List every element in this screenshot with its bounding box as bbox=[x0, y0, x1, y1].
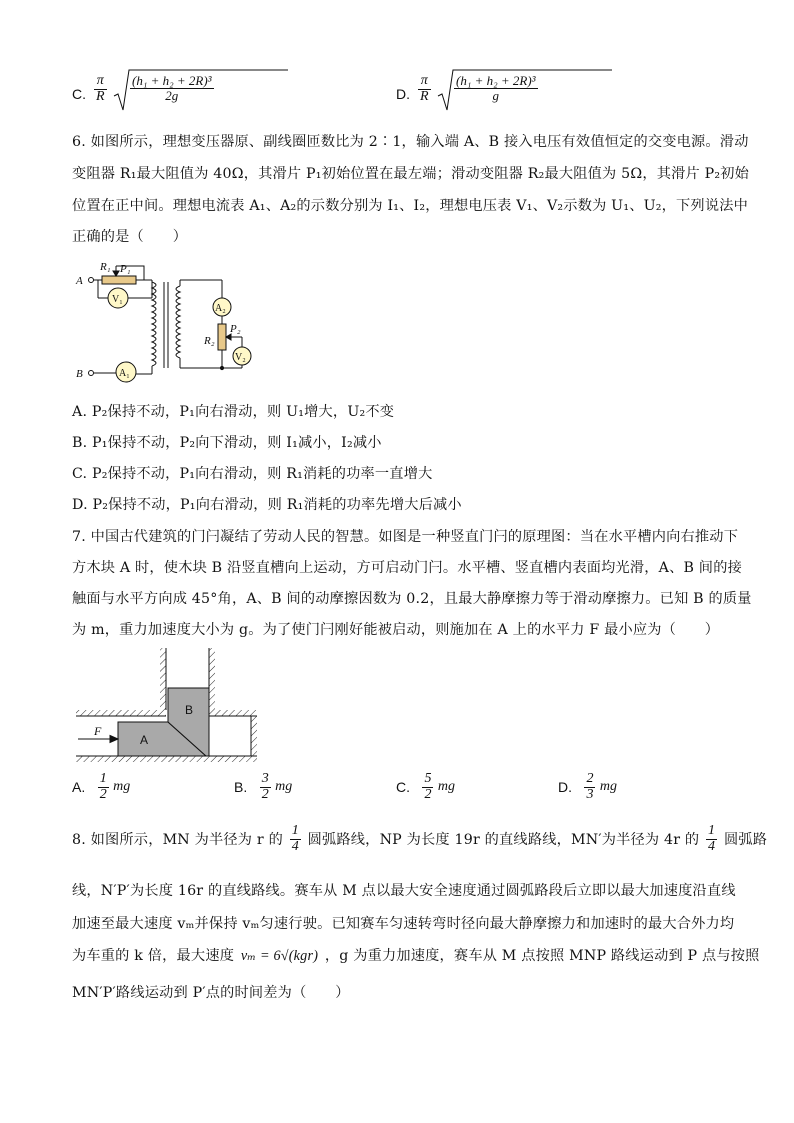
option-unit: mg bbox=[275, 779, 293, 795]
label-V1: V₁ bbox=[112, 294, 123, 305]
quarter-fraction: $\frac{1}{4}$ bbox=[708, 823, 716, 854]
q6-line-3: 位置在正中间。理想电流表 A₁、A₂的示数分别为 I₁、I₂，理想电压表 V₁、V₂示数为 U₁、U₂，下列说法中 bbox=[72, 198, 748, 214]
q8-line-1 bbox=[72, 824, 767, 854]
radicand-fraction: $\frac{\text{(h₁ + h₂ + 2R)³}}{g}$ bbox=[456, 73, 536, 103]
q8-line-3: 加速至最大速度 vₘ并保持 vₘ匀速行驶。已知赛车匀速转弯时径向最大静摩擦力和加速时的最大合外力均 bbox=[72, 916, 735, 932]
q7-option-a bbox=[72, 772, 130, 802]
label-A-block: A bbox=[140, 733, 149, 747]
option-unit: mg bbox=[113, 779, 131, 795]
label-F: F bbox=[94, 724, 102, 738]
label-V2: V₂ bbox=[235, 352, 246, 363]
label-R1: R₁ bbox=[100, 261, 111, 273]
quarter-fraction: $\frac{1}{4}$ bbox=[291, 823, 299, 854]
transformer-circuit-figure bbox=[72, 252, 272, 386]
max-speed-formula: vₘ = 6√(kgr) bbox=[240, 948, 319, 964]
label-B-terminal: B bbox=[76, 368, 83, 380]
option-label: D. bbox=[558, 779, 572, 796]
label-P1: P₁ bbox=[120, 263, 131, 275]
q8-line-1-part-b: 圆弧路线，NP 为长度 19r 的直线路线，MN′为半径为 4r 的 bbox=[307, 832, 700, 849]
q6-line-4: 正确的是（ ） bbox=[72, 229, 188, 245]
label-A2: A₂ bbox=[215, 303, 226, 314]
q6-line-1: 6. 如图所示，理想变压器原、副线圈匝数比为 2∶1，输入端 A、B 接入电压有效值恒定的交变电源。滑动 bbox=[72, 134, 749, 150]
option-label: A. bbox=[72, 779, 86, 796]
q6-option-b: B. P₁保持不动，P₂向下滑动，则 I₁减小，I₂减小 bbox=[72, 435, 382, 451]
coef-fraction: $\frac{\pi}{R}$ bbox=[96, 73, 105, 104]
coef-fraction: $\frac{\pi}{R}$ bbox=[420, 73, 429, 104]
option-label: C. bbox=[72, 86, 86, 102]
q7-line-1: 7. 中国古代建筑的门闩凝结了劳动人民的智慧。如图是一种竖直门闩的原理图：当在水平槽内向右推动下 bbox=[72, 529, 739, 545]
q6-option-c: C. P₂保持不动，P₁向右滑动，则 R₁消耗的功率一直增大 bbox=[72, 466, 433, 482]
option-label: C. bbox=[396, 779, 410, 796]
q6-option-a: A. P₂保持不动，P₁向右滑动，则 U₁增大，U₂不变 bbox=[72, 404, 395, 420]
option-fraction: $\frac{5}{2}$ bbox=[424, 771, 432, 802]
option-fraction: $\frac{3}{2}$ bbox=[261, 771, 269, 802]
q8-line-4 bbox=[72, 945, 760, 965]
q6-line-2: 变阻器 R₁最大阻值为 40Ω，其滑片 P₁初始位置在最左端；滑动变阻器 R₂最大阻值为 5Ω，其滑片 P₂初始 bbox=[72, 166, 750, 182]
radicand-fraction: $\frac{\text{(h₁ + h₂ + 2R)³}}{2g}$ bbox=[132, 73, 212, 103]
option-unit: mg bbox=[437, 779, 456, 795]
q7-option-d bbox=[558, 772, 617, 802]
q8-line-2: 线，N′P′为长度 16r 的直线路线。赛车从 M 点以最大安全速度通过圆弧路段后立即以最大加速度沿直线 bbox=[72, 883, 736, 899]
q7-line-2: 方木块 A 时，使木块 B 沿竖直槽向上运动，方可启动门闩。水平槽、竖直槽内表面均光滑，A、B 间的接 bbox=[72, 560, 742, 576]
q8-line-4-part-b: ，g 为重力加速度，赛车从 M 点按照 MNP 路线运动到 P 点与按照 bbox=[324, 948, 760, 964]
q7-option-b bbox=[234, 772, 292, 802]
q8-line-1-part-c: 圆弧路 bbox=[723, 832, 768, 849]
q8-line-5: MN′P′路线运动到 P′点的时间差为（ ） bbox=[72, 985, 350, 1001]
q8-line-4-part-a: 为车重的 k 倍，最大速度 bbox=[72, 948, 235, 964]
option-fraction: $\frac{1}{2}$ bbox=[99, 771, 107, 802]
option-label: B. bbox=[234, 779, 248, 796]
label-A1: A₁ bbox=[119, 368, 130, 379]
label-A-terminal: A bbox=[76, 275, 83, 287]
q8-line-1-part-a: 8. 如图所示，MN 为半径为 r 的 bbox=[72, 832, 283, 849]
door-latch-figure bbox=[72, 646, 262, 762]
option-label: D. bbox=[396, 86, 410, 102]
q7-line-4: 为 m，重力加速度大小为 g。为了使门闩刚好能被启动，则施加在 A 上的水平力 F 最小应为（ ） bbox=[72, 622, 720, 638]
label-B-block: B bbox=[185, 703, 194, 717]
label-P2: P₂ bbox=[230, 323, 241, 335]
label-R2: R₂ bbox=[204, 335, 215, 347]
option-fraction: $\frac{2}{3}$ bbox=[586, 771, 594, 802]
option-unit: mg bbox=[599, 779, 618, 795]
q7-option-c bbox=[396, 772, 455, 802]
q6-option-d: D. P₂保持不动，P₁向右滑动，则 R₁消耗的功率先增大后减小 bbox=[72, 497, 462, 513]
q7-line-3: 触面与水平方向成 45°角，A、B 间的动摩擦因数为 0.2，且最大静摩擦力等于滑动摩擦力。已知 B 的质量 bbox=[72, 591, 752, 607]
